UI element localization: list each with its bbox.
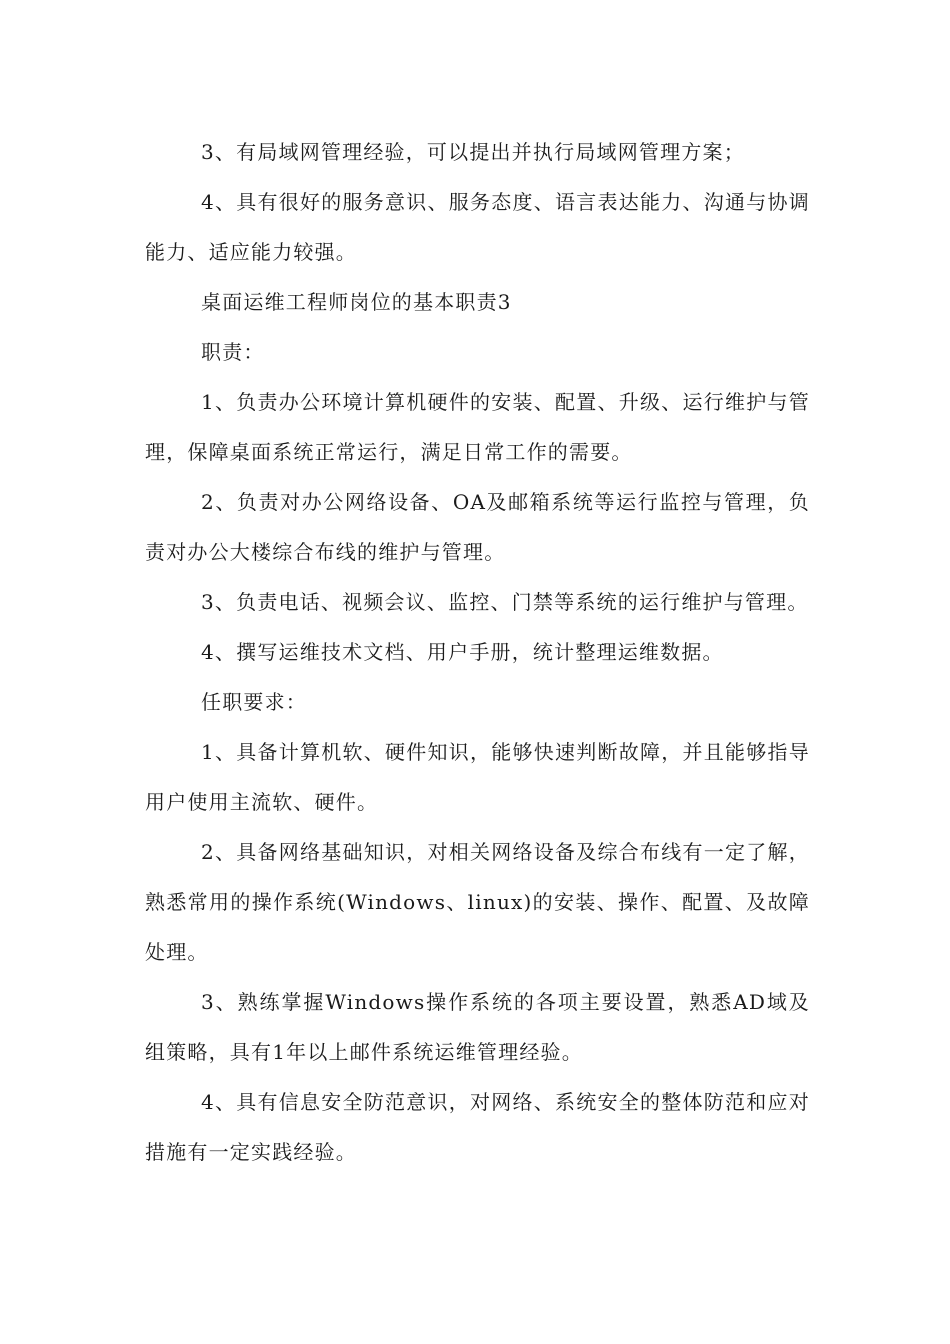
paragraph: 1、负责办公环境计算机硬件的安装、配置、升级、运行维护与管理，保障桌面系统正常运行，满足日常工作的需要。 bbox=[145, 390, 810, 464]
paragraph: 3、熟练掌握Windows操作系统的各项主要设置，熟悉AD域及组策略，具有1年以上邮件系统运维管理经验。 bbox=[145, 990, 810, 1064]
paragraph: 2、负责对办公网络设备、OA及邮箱系统等运行监控与管理，负责对办公大楼综合布线的维护与管理。 bbox=[145, 490, 810, 564]
subheading-requirements: 任职要求： bbox=[201, 690, 307, 714]
paragraph: 3、有局域网管理经验，可以提出并执行局域网管理方案； bbox=[201, 140, 745, 164]
section-heading: 桌面运维工程师岗位的基本职责3 bbox=[201, 290, 512, 314]
subheading-duties: 职责： bbox=[201, 340, 265, 364]
paragraph: 4、具有很好的服务意识、服务态度、语言表达能力、沟通与协调能力、适应能力较强。 bbox=[145, 190, 810, 264]
paragraph: 4、撰写运维技术文档、用户手册，统计整理运维数据。 bbox=[201, 640, 724, 664]
paragraph: 2、具备网络基础知识，对相关网络设备及综合布线有一定了解，熟悉常用的操作系统(Windows、linux)的安装、操作、配置、及故障处理。 bbox=[145, 840, 810, 964]
paragraph: 1、具备计算机软、硬件知识，能够快速判断故障，并且能够指导用户使用主流软、硬件。 bbox=[145, 740, 810, 814]
paragraph: 3、负责电话、视频会议、监控、门禁等系统的运行维护与管理。 bbox=[201, 590, 809, 614]
document-body bbox=[145, 127, 810, 1177]
paragraph: 4、具有信息安全防范意识，对网络、系统安全的整体防范和应对措施有一定实践经验。 bbox=[145, 1090, 810, 1164]
